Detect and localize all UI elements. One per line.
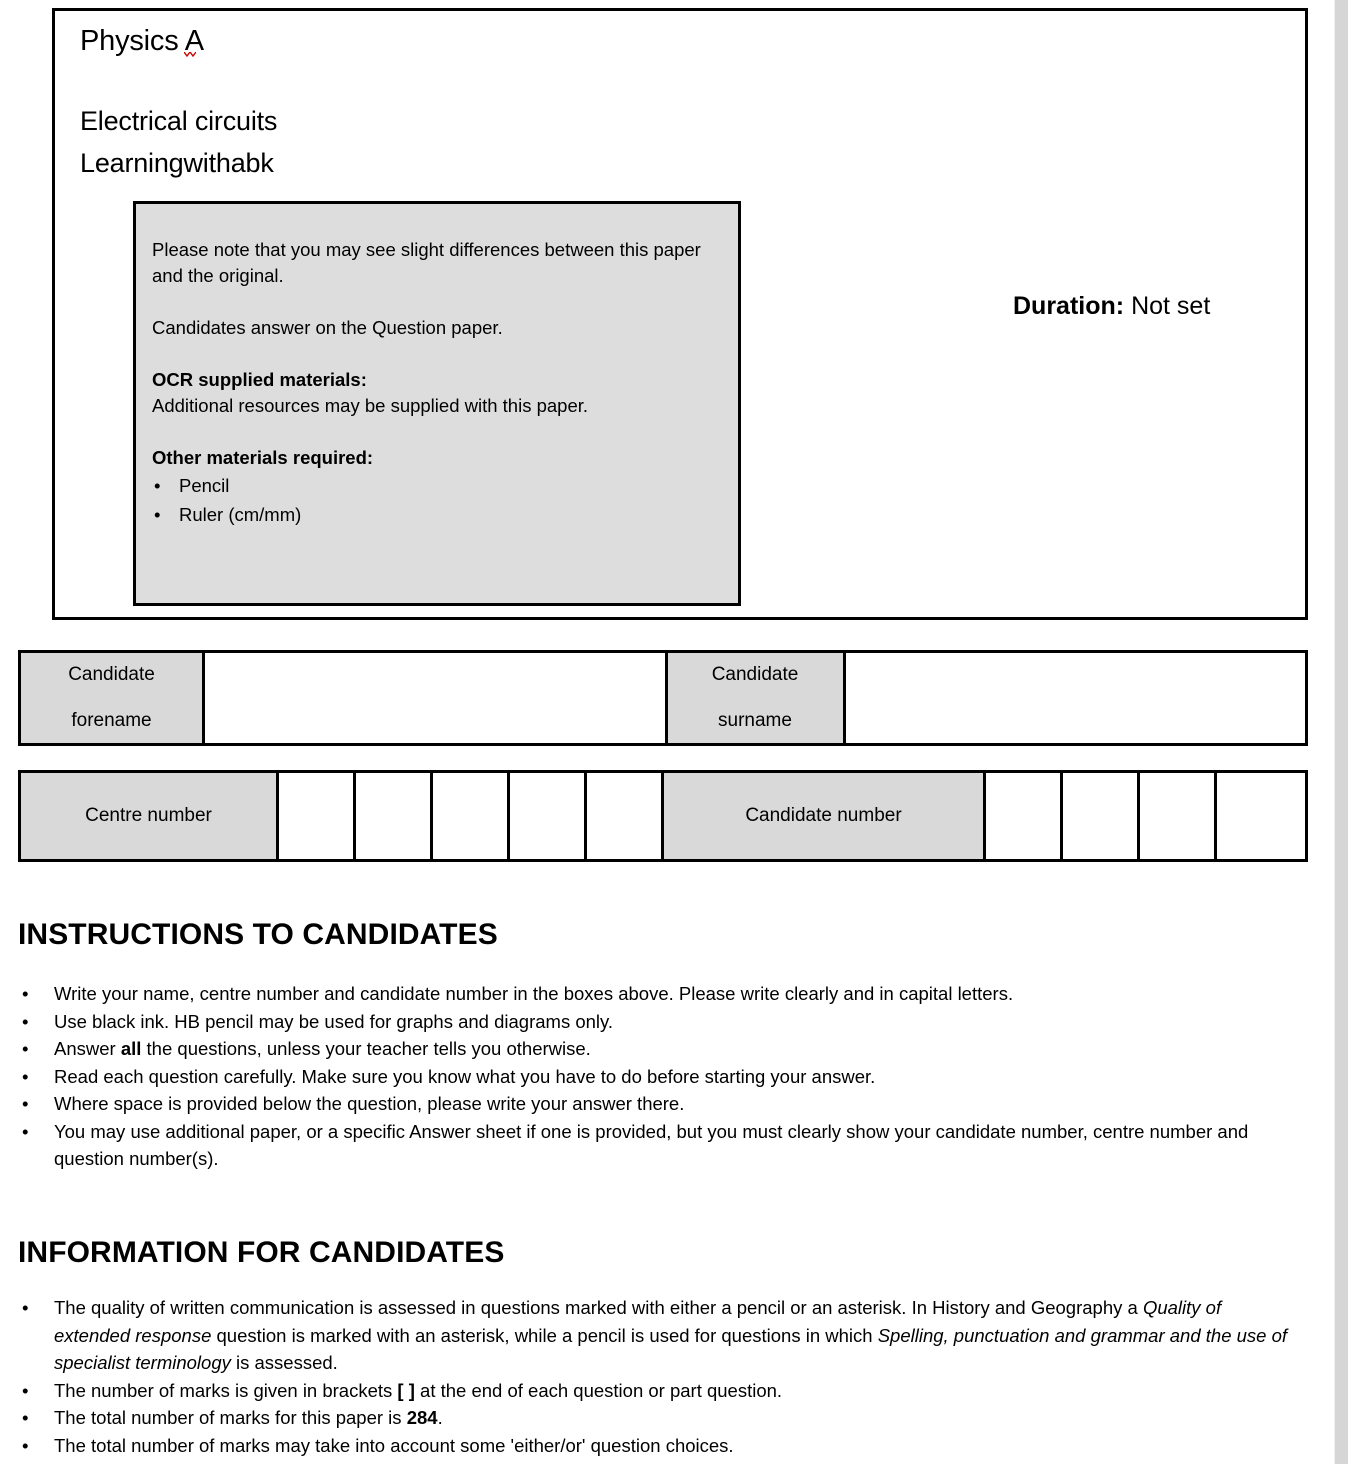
note-box-content xyxy=(136,204,738,529)
note-spacer-3 xyxy=(152,419,718,445)
duration xyxy=(1013,292,1210,321)
candidate-number-digit-box[interactable] xyxy=(1217,773,1294,859)
candidate-number-digit-box[interactable] xyxy=(986,773,1063,859)
paper-topic: Electrical circuits xyxy=(80,106,278,136)
candidate-forename-label-line1: Candidate xyxy=(68,664,155,685)
candidate-forename-label xyxy=(21,653,205,743)
candidate-number-digit-box[interactable] xyxy=(1063,773,1140,859)
list-item: • Where space is provided below the question, please write your answer there. xyxy=(18,1090,1293,1118)
list-item: • Write your name, centre number and candidate number in the boxes above. Please write clearly and in capital letters. xyxy=(18,980,1293,1008)
ocr-materials-heading: OCR supplied materials: xyxy=(152,369,367,390)
title-box xyxy=(52,8,1308,620)
duration-value: Not set xyxy=(1131,292,1211,320)
candidate-surname-label xyxy=(668,653,846,743)
centre-number-digit-box[interactable] xyxy=(510,773,587,859)
list-item: • Answer all the questions, unless your teacher tells you otherwise. xyxy=(18,1035,1293,1063)
instructions-heading: INSTRUCTIONS TO CANDIDATES xyxy=(18,918,498,951)
centre-number-digit-box[interactable] xyxy=(279,773,356,859)
list-item: • The quality of written communication is assessed in questions marked with either a pencil or an asterisk. In History and Geography a Quality of extended response question is marked with an asterisk, while a pencil is used for questions in which Spelling, punctuation and grammar and the use of specialist terminology is assessed. xyxy=(18,1294,1293,1377)
list-item: • Read each question carefully. Make sure you know what you have to do before starting your answer. xyxy=(18,1063,1293,1091)
list-item: • You may use additional paper, or a specific Answer sheet if one is provided, but you must clearly show your candidate number, centre number and question number(s). xyxy=(18,1118,1293,1173)
instructions-list xyxy=(18,980,1293,1173)
duration-label: Duration: xyxy=(1013,292,1125,320)
page-title xyxy=(80,23,204,59)
title-text-group xyxy=(80,23,1280,182)
other-materials-heading: Other materials required: xyxy=(152,447,374,468)
note-spacer-2 xyxy=(152,341,718,367)
candidate-surname-label-line2: surname xyxy=(718,710,792,731)
list-item: • Ruler (cm/mm) xyxy=(152,500,718,529)
note-disclaimer: Please note that you may see slight differences between this paper and the original. xyxy=(152,239,701,286)
centre-number-digit-box[interactable] xyxy=(587,773,664,859)
centre-number-digit-box[interactable] xyxy=(356,773,433,859)
vertical-scrollbar[interactable] xyxy=(1334,0,1348,1464)
note-spacer-1 xyxy=(152,289,718,315)
note-answer-instruction: Candidates answer on the Question paper. xyxy=(152,317,503,338)
candidate-forename-label-line2: forename xyxy=(71,710,152,731)
ocr-materials-text: Additional resources may be supplied with this paper. xyxy=(152,395,589,416)
candidate-surname-input[interactable] xyxy=(846,653,1306,743)
list-item: • Use black ink. HB pencil may be used for graphs and diagrams only. xyxy=(18,1008,1293,1036)
candidate-number-table xyxy=(18,770,1308,862)
list-item: • The number of marks is given in brackets [ ] at the end of each question or part question. xyxy=(18,1377,1293,1405)
candidate-surname-label-line1: Candidate xyxy=(711,664,799,685)
candidate-forename-input[interactable] xyxy=(205,653,668,743)
centre-number-label: Centre number xyxy=(21,773,279,859)
centre-number-digit-box[interactable] xyxy=(433,773,510,859)
paper-subject: Physics A xyxy=(80,25,204,57)
candidate-name-table xyxy=(18,650,1308,746)
other-materials-list xyxy=(152,471,718,529)
list-item: • The total number of marks may take into account some 'either/or' question choices. xyxy=(18,1432,1293,1460)
candidate-number-digit-box[interactable] xyxy=(1140,773,1217,859)
note-box xyxy=(133,201,741,606)
list-item: • Pencil xyxy=(152,471,718,500)
list-item: • The total number of marks for this paper is 284. xyxy=(18,1404,1293,1432)
candidate-number-label: Candidate number xyxy=(664,773,986,859)
paper-author: Learningwithabk xyxy=(80,148,274,178)
information-list xyxy=(18,1294,1293,1459)
information-heading: INFORMATION FOR CANDIDATES xyxy=(18,1236,505,1269)
